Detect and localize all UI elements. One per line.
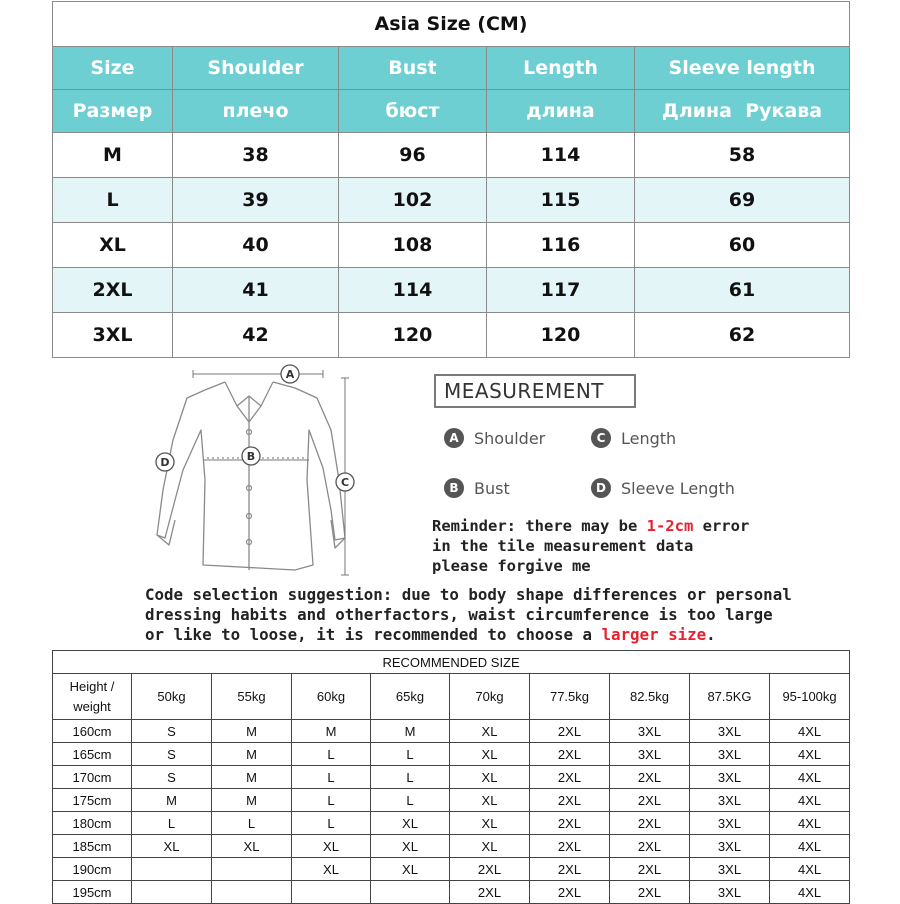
size-cell: XL <box>450 720 530 743</box>
size-cell: L <box>292 789 371 812</box>
marker-a-label: A <box>285 368 295 381</box>
size-cell: 3XL <box>690 766 770 789</box>
weight-header: 82.5kg <box>610 674 690 720</box>
table-row <box>53 766 850 789</box>
size-cell: 2XL <box>530 720 610 743</box>
code-suggestion-text: or like to loose, it is recommended to choose a <box>145 625 602 644</box>
size-cell: L <box>371 766 450 789</box>
size-cell: 2XL <box>530 812 610 835</box>
header-shoulder: Shoulder <box>173 47 339 90</box>
table-row <box>53 743 850 766</box>
size-cell: 2XL <box>530 881 610 904</box>
table-cell: XL <box>53 223 173 268</box>
table-cell: 120 <box>487 313 635 358</box>
weight-header: 50kg <box>132 674 212 720</box>
code-suggestion-text: dressing habits and otherfactors, waist circumference is too large <box>145 605 773 624</box>
table-row <box>53 178 850 223</box>
header-length: Length <box>487 47 635 90</box>
table-cell: 69 <box>635 178 850 223</box>
size-cell: 2XL <box>610 812 690 835</box>
size-cell: 3XL <box>690 835 770 858</box>
reminder-note <box>432 516 749 576</box>
size-cell: L <box>212 812 292 835</box>
table-row <box>53 858 850 881</box>
weight-header: 87.5KG <box>690 674 770 720</box>
size-cell: XL <box>450 812 530 835</box>
size-cell: 2XL <box>610 789 690 812</box>
size-cell: M <box>132 789 212 812</box>
size-cell: M <box>371 720 450 743</box>
table-cell: 108 <box>339 223 487 268</box>
header-sleeve-length: Sleeve length <box>635 47 850 90</box>
weight-header: 77.5kg <box>530 674 610 720</box>
larger-size-highlight: larger size <box>601 625 707 644</box>
height-cell: 170cm <box>53 766 132 789</box>
table-cell: 58 <box>635 133 850 178</box>
size-cell: 2XL <box>530 858 610 881</box>
asia-title-row <box>53 2 850 47</box>
table-cell: L <box>53 178 173 223</box>
recommended-header-row <box>53 674 850 720</box>
size-cell: XL <box>450 743 530 766</box>
shirt-diagram <box>145 360 365 590</box>
size-cell: 3XL <box>690 743 770 766</box>
size-cell: 4XL <box>770 766 850 789</box>
table-row <box>53 881 850 904</box>
height-cell: 190cm <box>53 858 132 881</box>
size-cell <box>212 858 292 881</box>
legend-label: Shoulder <box>474 428 546 448</box>
weight-header: 55kg <box>212 674 292 720</box>
size-cell: 4XL <box>770 789 850 812</box>
size-cell: 2XL <box>530 766 610 789</box>
weight-header: 95-100kg <box>770 674 850 720</box>
size-cell: 2XL <box>530 743 610 766</box>
size-cell: 4XL <box>770 812 850 835</box>
legend-marker-d: D <box>591 478 611 498</box>
table-cell: 114 <box>487 133 635 178</box>
legend-marker-c: C <box>591 428 611 448</box>
size-cell: XL <box>292 858 371 881</box>
table-cell: 41 <box>173 268 339 313</box>
asia-header-row-en <box>53 47 850 90</box>
table-cell: 114 <box>339 268 487 313</box>
size-cell: 4XL <box>770 743 850 766</box>
size-cell: 3XL <box>690 789 770 812</box>
recommended-size-table <box>52 650 850 904</box>
table-cell: 60 <box>635 223 850 268</box>
size-cell: 2XL <box>610 835 690 858</box>
table-cell: 102 <box>339 178 487 223</box>
header-bust-ru: бюст <box>339 90 487 133</box>
size-cell <box>292 881 371 904</box>
size-cell: L <box>292 812 371 835</box>
marker-c-label: C <box>340 476 350 489</box>
table-row <box>53 268 850 313</box>
size-cell: XL <box>450 789 530 812</box>
asia-size-table <box>52 1 850 358</box>
reminder-text: in the tile measurement data <box>432 537 694 555</box>
legend-label: Bust <box>474 478 510 498</box>
height-weight-corner <box>53 674 132 720</box>
height-cell: 165cm <box>53 743 132 766</box>
height-cell: 180cm <box>53 812 132 835</box>
size-cell: XL <box>450 766 530 789</box>
size-cell <box>371 881 450 904</box>
size-cell: 4XL <box>770 881 850 904</box>
size-cell: L <box>292 743 371 766</box>
table-cell: 38 <box>173 133 339 178</box>
size-cell: XL <box>212 835 292 858</box>
size-cell: 3XL <box>610 720 690 743</box>
weight-header: 70kg <box>450 674 530 720</box>
size-cell: 2XL <box>530 789 610 812</box>
legend-item-shoulder <box>444 428 545 448</box>
size-cell <box>212 881 292 904</box>
table-row <box>53 789 850 812</box>
table-row <box>53 812 850 835</box>
header-size-ru: Размер <box>53 90 173 133</box>
size-cell: L <box>132 812 212 835</box>
legend-item-bust <box>444 478 510 498</box>
reminder-text: please forgive me <box>432 557 591 575</box>
height-cell: 195cm <box>53 881 132 904</box>
table-row <box>53 313 850 358</box>
code-suggestion-text: Code selection suggestion: due to body shape differences or personal <box>145 585 792 604</box>
size-cell: 2XL <box>610 858 690 881</box>
code-suggestion-note <box>145 585 792 645</box>
table-row <box>53 835 850 858</box>
asia-table-title: Asia Size (CM) <box>53 2 850 47</box>
size-cell: S <box>132 766 212 789</box>
marker-b-label: B <box>246 450 256 463</box>
table-row <box>53 133 850 178</box>
table-row <box>53 720 850 743</box>
reminder-text: error <box>693 517 750 535</box>
measurement-title: MEASUREMENT <box>434 374 636 408</box>
table-cell: 115 <box>487 178 635 223</box>
legend-marker-a: A <box>444 428 464 448</box>
size-cell: XL <box>371 858 450 881</box>
table-cell: 61 <box>635 268 850 313</box>
header-sleeve-length-ru: Длина Рукава <box>635 90 850 133</box>
reminder-error-range: 1-2cm <box>646 517 694 535</box>
recommended-title: RECOMMENDED SIZE <box>53 651 850 674</box>
legend-item-length <box>591 428 676 448</box>
size-cell: M <box>212 743 292 766</box>
size-cell: M <box>212 789 292 812</box>
size-cell: XL <box>132 835 212 858</box>
size-cell: 3XL <box>690 720 770 743</box>
marker-d-label: D <box>160 456 170 469</box>
table-cell: 120 <box>339 313 487 358</box>
size-cell <box>132 881 212 904</box>
size-cell: M <box>292 720 371 743</box>
table-cell: 117 <box>487 268 635 313</box>
legend-label: Length <box>621 428 677 448</box>
table-cell: 62 <box>635 313 850 358</box>
size-cell: 2XL <box>450 881 530 904</box>
size-cell: M <box>212 766 292 789</box>
code-suggestion-text: . <box>706 625 716 644</box>
table-cell: 39 <box>173 178 339 223</box>
size-cell: 4XL <box>770 858 850 881</box>
size-cell: S <box>132 720 212 743</box>
asia-header-row-ru <box>53 90 850 133</box>
size-cell: XL <box>292 835 371 858</box>
size-cell <box>132 858 212 881</box>
weight-header: 65kg <box>371 674 450 720</box>
size-cell: XL <box>371 835 450 858</box>
table-cell: 2XL <box>53 268 173 313</box>
size-cell: 4XL <box>770 720 850 743</box>
size-cell: 3XL <box>690 812 770 835</box>
size-cell: 3XL <box>690 858 770 881</box>
header-bust: Bust <box>339 47 487 90</box>
size-cell: L <box>292 766 371 789</box>
size-cell: 2XL <box>610 881 690 904</box>
header-shoulder-ru: плечо <box>173 90 339 133</box>
size-cell: M <box>212 720 292 743</box>
table-cell: 42 <box>173 313 339 358</box>
recommended-title-row <box>53 651 850 674</box>
size-cell: 2XL <box>530 835 610 858</box>
size-cell: S <box>132 743 212 766</box>
size-cell: 3XL <box>610 743 690 766</box>
corner-label: weight <box>73 698 111 714</box>
table-cell: M <box>53 133 173 178</box>
size-cell: L <box>371 743 450 766</box>
corner-label: Height / <box>69 678 115 694</box>
size-cell: L <box>371 789 450 812</box>
table-cell: 96 <box>339 133 487 178</box>
recommended-body <box>53 720 850 904</box>
height-cell: 160cm <box>53 720 132 743</box>
table-cell: 40 <box>173 223 339 268</box>
legend-label: Sleeve Length <box>621 478 735 498</box>
table-row <box>53 223 850 268</box>
shirt-collar <box>225 382 273 570</box>
reminder-text: Reminder: there may be <box>432 517 647 535</box>
size-cell: 4XL <box>770 835 850 858</box>
table-cell: 3XL <box>53 313 173 358</box>
size-cell: 2XL <box>610 766 690 789</box>
legend-marker-b: B <box>444 478 464 498</box>
table-cell: 116 <box>487 223 635 268</box>
size-cell: 2XL <box>450 858 530 881</box>
header-length-ru: длина <box>487 90 635 133</box>
height-cell: 185cm <box>53 835 132 858</box>
legend-item-sleeve-length <box>591 478 735 498</box>
header-size: Size <box>53 47 173 90</box>
size-cell: XL <box>371 812 450 835</box>
weight-header: 60kg <box>292 674 371 720</box>
size-cell: XL <box>450 835 530 858</box>
height-cell: 175cm <box>53 789 132 812</box>
size-cell: 3XL <box>690 881 770 904</box>
